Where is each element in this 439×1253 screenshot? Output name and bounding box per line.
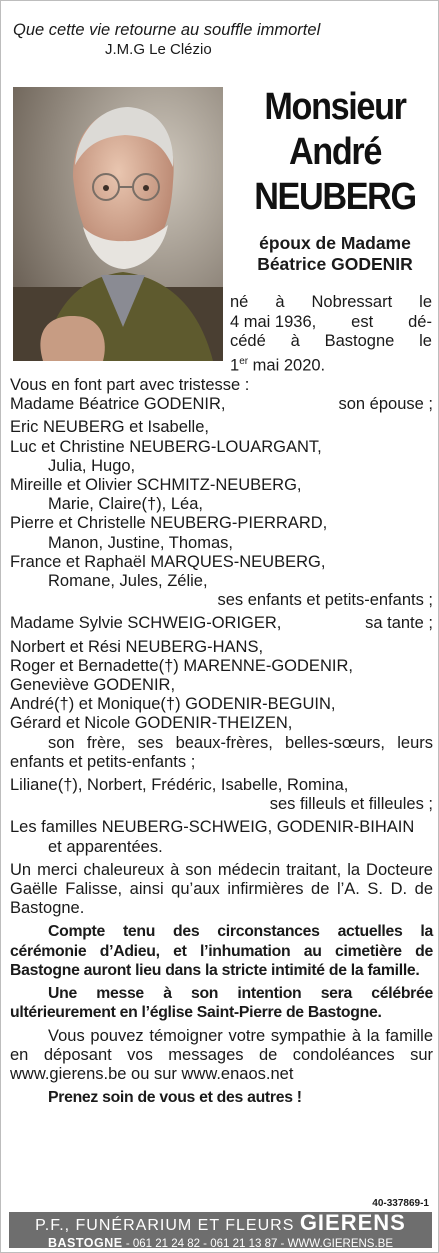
siblings-list (10, 638, 433, 734)
title-line-3: NEUBERG (254, 176, 416, 218)
mass-notice: Une messe à son intention sera célébrée ultérieurement en l’église Saint-Pierre de Bastogne. (10, 985, 433, 1022)
children-entry: Romane, Jules, Zélie, (48, 572, 208, 591)
portrait-photo-icon (13, 87, 223, 361)
spouse-block (237, 233, 433, 275)
born-line-2: 4 mai 1936, est dé- (230, 312, 432, 331)
funeral-home-banner (9, 1212, 432, 1248)
born-line-4: 1er mai 2020. (230, 355, 326, 374)
children-entry: Eric NEUBERG et Isabelle, (10, 418, 209, 437)
birth-death-paragraph (230, 293, 432, 376)
title-line-1: Monsieur (264, 86, 406, 128)
children-entry: Mireille et Olivier SCHMITZ-NEUBERG, (10, 476, 302, 495)
children-entry: Manon, Justine, Thomas, (48, 533, 233, 552)
families-line: Les familles NEUBERG-SCHWEIG, GODENIR-BIHAIN (10, 818, 415, 837)
spouse-line-1: époux de Madame (259, 233, 411, 253)
condolences-paragraph: Vous pouvez témoigner votre sympathie à la famille en déposant vos messages de condoléances sur www.gierens.be ou sur www.enaos.net (10, 1026, 433, 1083)
sibling-entry: Gérard et Nicole GODENIR-THEIZEN, (10, 714, 293, 733)
born-line-1: né à Nobressart le (230, 293, 432, 311)
sibling-entry: Roger et Bernadette(†) MARENNE-GODENIR, (10, 656, 353, 675)
title-line-2: André (288, 131, 382, 173)
footer-brand: GIERENS (299, 1210, 406, 1235)
families-role: et apparentées. (48, 837, 163, 856)
deceased-name-title (247, 85, 423, 220)
footer-city: BASTOGNE (48, 1236, 123, 1250)
sibling-entry: Geneviève GODENIR, (10, 676, 176, 695)
godchildren-line: Liliane(†), Norbert, Frédéric, Isabelle, Romina, (10, 776, 349, 795)
wife-line: Madame Béatrice GODENIR, son épouse ; (10, 395, 433, 414)
thanks-paragraph: Un merci chaleureux à son médecin traitant, la Docteure Gaëlle Falisse, ainsi qu’aux infirmières de l’A. S. D. de Bastogne. (10, 860, 433, 918)
godchildren-role: ses filleuls et filleules ; (269, 795, 433, 814)
footer-line-2: BASTOGNE - 061 21 24 82 - 061 21 13 87 - WWW.GIERENS.BE (48, 1236, 393, 1250)
epigraph-quote: Que cette vie retourne au souffle immortel (13, 21, 321, 39)
closing-line: Prenez soin de vous et des autres ! (48, 1089, 302, 1107)
footer-line-1: P.F., FUNÉRARIUM ET FLEURS GIERENS (35, 1210, 406, 1235)
children-entry: Marie, Claire(†), Léa, (48, 495, 203, 514)
intro-line: Vous en font part avec tristesse : (10, 376, 250, 394)
children-role: ses enfants et petits-enfants ; (217, 591, 433, 610)
born-line-3: cédé à Bastogne le (230, 332, 432, 350)
aunt-line: Madame Sylvie SCHWEIG-ORIGER, sa tante ; (10, 614, 433, 633)
siblings-role: son frère, ses beaux-frères, belles-sœurs, leurs enfants et petits-enfants ; (10, 733, 433, 771)
children-entry: Julia, Hugo, (48, 456, 136, 475)
sibling-entry: André(†) et Monique(†) GODENIR-BEGUIN, (10, 695, 336, 714)
notice-body (10, 376, 433, 1107)
epigraph-author: J.M.G Le Clézio (105, 41, 212, 58)
children-entry: Luc et Christine NEUBERG-LOUARGANT, (10, 437, 322, 456)
children-entry: France et Raphaël MARQUES-NEUBERG, (10, 552, 326, 571)
children-entry: Pierre et Christelle NEUBERG-PIERRARD, (10, 514, 328, 533)
sibling-entry: Norbert et Rési NEUBERG-HANS, (10, 637, 264, 656)
reference-number: 40-337869-1 (372, 1198, 429, 1209)
children-list (10, 418, 433, 591)
spouse-line-2: Béatrice GODENIR (257, 254, 413, 274)
ceremony-notice: Compte tenu des circonstances actuelles la cérémonie d’Adieu, et l’inhumation au cimetière de Bastogne auront lieu dans la stricte intimité de la famille. (10, 923, 433, 979)
